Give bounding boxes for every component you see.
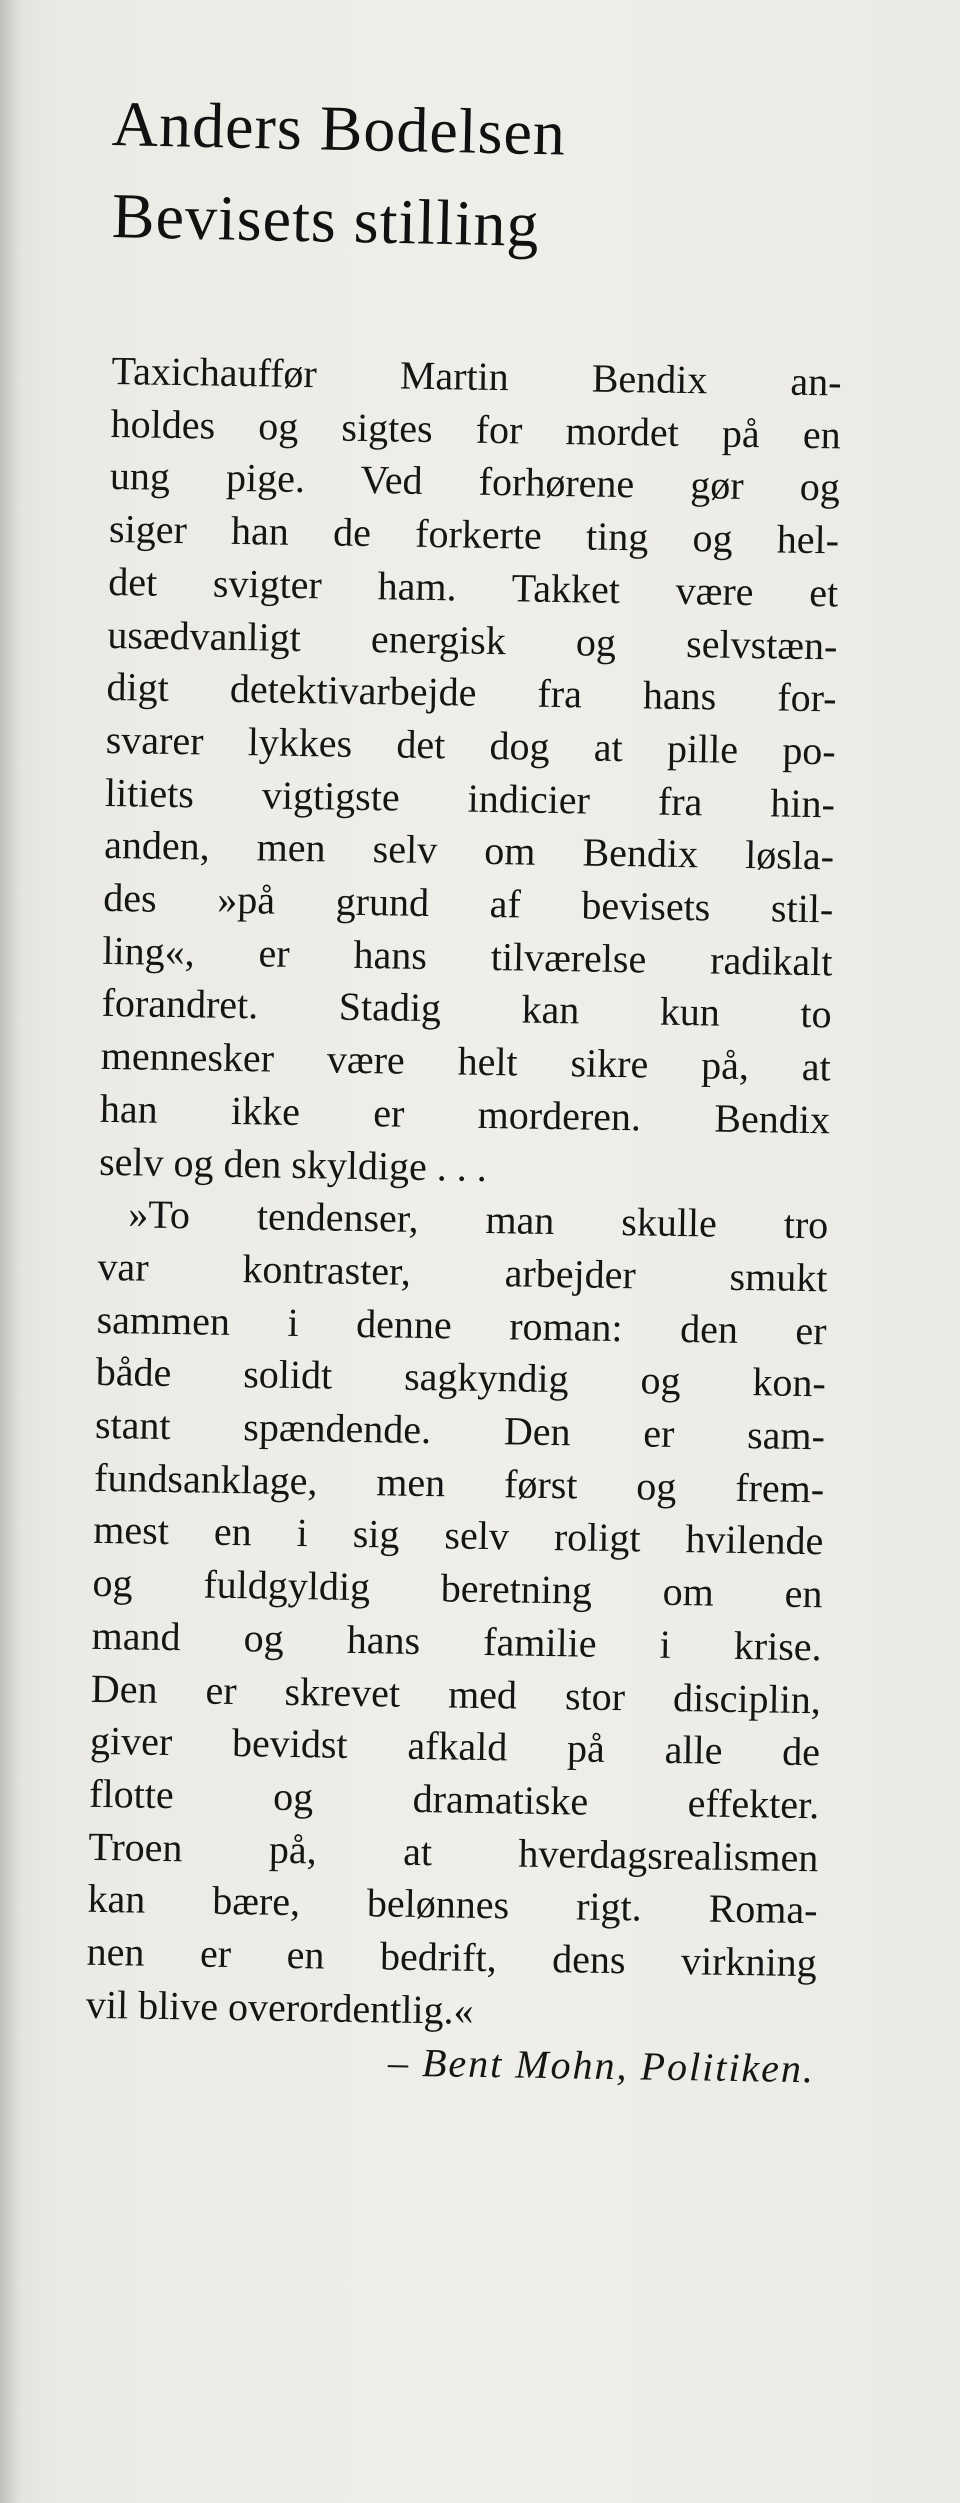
review-attribution: – Bent Mohn, Politiken. xyxy=(387,2039,816,2091)
text-line: stant spændende. Den er sam- xyxy=(94,1401,826,1459)
text-line: ung pige. Ved forhørene gør og xyxy=(109,453,841,510)
text-line: usædvanligt energisk og selvstæn- xyxy=(107,611,838,668)
text-line: Taxichauffør Martin Bendix an- xyxy=(111,347,842,405)
blurb-text xyxy=(85,345,842,2095)
text-line: ling«, er hans tilværelse radikalt xyxy=(102,927,833,985)
text-line: svarer lykkes det dog at pille po- xyxy=(105,716,837,774)
text-line: flotte og dramatiske effekter. xyxy=(88,1770,820,1828)
synopsis-paragraph xyxy=(99,345,842,1200)
review-quote-paragraph xyxy=(86,1188,829,2043)
text-line: det svigter ham. Takket være et xyxy=(107,558,839,616)
text-line: mand og hans familie i krise. xyxy=(91,1612,822,1670)
page-edge-shadow xyxy=(0,0,22,2503)
text-line: selv og den skyldige . . . xyxy=(98,1138,488,1190)
text-line: siger han de forkerte ting og hel- xyxy=(108,506,840,563)
text-line: sammen i denne roman: den er xyxy=(96,1296,827,1353)
text-line: forandret. Stadig kan kun to xyxy=(101,980,832,1037)
title-block xyxy=(112,78,872,262)
text-line: »To tendenser, man skulle tro xyxy=(127,1191,829,1248)
author-name: Anders Bodelsen xyxy=(111,88,567,169)
text-line: både solidt sagkyndig og kon- xyxy=(95,1349,827,1406)
text-line: mest en i sig selv roligt hvilende xyxy=(93,1507,824,1564)
text-line: mennesker være helt sikre på, at xyxy=(100,1033,832,1090)
text-line: Den er skrevet med stor disciplin, xyxy=(90,1665,822,1722)
text-line: litiets vigtigste indicier fra hin- xyxy=(104,769,836,827)
text-line: anden, men selv om Bendix løsla- xyxy=(103,822,835,879)
text-line: digt detektivarbejde fra hans for- xyxy=(106,664,837,721)
text-line: kan bære, belønnes rigt. Roma- xyxy=(87,1876,818,1933)
text-line: nen er en bedrift, dens virkning xyxy=(86,1928,818,1986)
text-line: fundsanklage, men først og frem- xyxy=(93,1454,825,1512)
text-line: han ikke er morderen. Bendix xyxy=(99,1085,831,1143)
text-line: var kontraster, arbejder smukt xyxy=(97,1243,828,1301)
text-line: giver bevidst afkald på alle de xyxy=(89,1718,821,1775)
text-line: des »på grund af bevisets stil- xyxy=(102,874,834,932)
book-title: Bevisets stilling xyxy=(111,180,541,260)
text-line: holdes og sigtes for mordet på en xyxy=(110,400,842,458)
text-line: vil blive overordentlig.« xyxy=(85,1981,474,2033)
text-line: og fuldgyldig beretning om en xyxy=(92,1560,823,1617)
text-line: Troen på, at hverdagsrealismen xyxy=(88,1823,819,1880)
